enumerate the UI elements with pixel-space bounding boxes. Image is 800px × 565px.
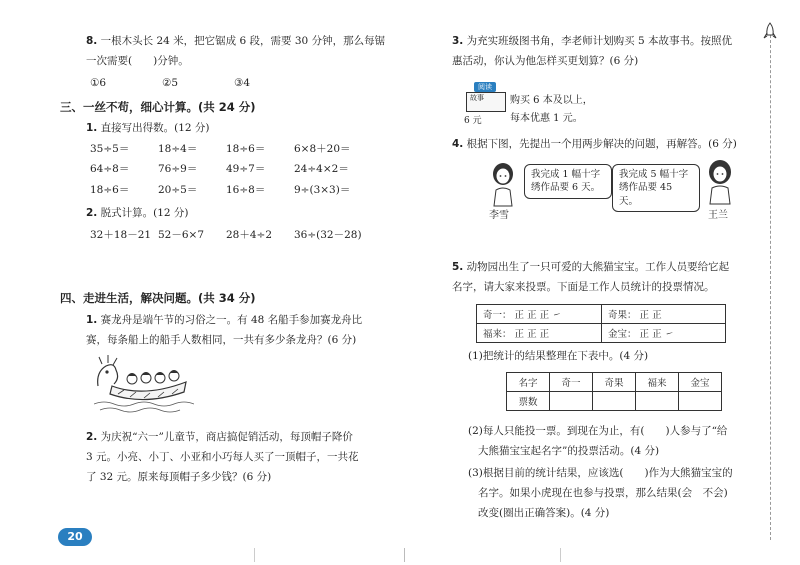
book-stack-illustration (464, 82, 512, 126)
calc-item: 76÷9＝ (158, 163, 198, 176)
section-3-title: 三、一丝不苟，细心计算。(共 24 分) (60, 100, 256, 114)
table-header: 名字 (507, 373, 550, 392)
tally-cell (477, 324, 602, 343)
option-1: ①6 (90, 77, 107, 90)
candidate-name: 奇一： (483, 310, 512, 321)
answer-cell[interactable] (550, 392, 593, 411)
tally-cell (602, 324, 726, 343)
fold-mark (254, 548, 255, 562)
tally-marks: 正 正 正 ㇀ (514, 310, 562, 321)
bubble-text: 我完成 5 幅十字 (619, 169, 689, 180)
question-3-books (452, 34, 757, 69)
question-number: 8. (86, 35, 98, 47)
question-text: 赛龙舟是端午节的习俗之一。有 48 名船手参加赛龙舟比 (100, 314, 363, 326)
option-3: ③4 (234, 77, 251, 90)
question-text: 一次需要( )分钟。 (86, 55, 189, 68)
reading-tag: 阅读 (474, 82, 496, 92)
calc-item: 36÷(32－28) (294, 229, 362, 242)
sub-question-2 (468, 424, 768, 459)
center-fold-mark (404, 548, 405, 562)
speech-bubble-wang-lan (612, 164, 700, 212)
book-label: 故事 (470, 94, 484, 102)
sub-question-3 (468, 466, 768, 522)
answer-cell[interactable] (593, 392, 636, 411)
speech-bubble-li-xue (524, 164, 612, 199)
calc-item: 20÷5＝ (158, 183, 198, 196)
question-text: 改变(圈出正确答案)。(4 分) (478, 507, 610, 520)
table-header: 金宝 (679, 373, 722, 392)
question-text: (3)根据目前的统计结果，应该选( )作为大熊猫宝宝的 (468, 467, 733, 479)
answer-cell[interactable] (679, 392, 722, 411)
question-text: 根据下图，先提出一个用两步解决的问题，再解答。(6 分) (466, 138, 737, 150)
question-4-2 (86, 430, 406, 486)
question-text: 了 32 元。原来每顶帽子多少钱？(6 分) (86, 471, 272, 484)
table-header: 奇一 (550, 373, 593, 392)
name-li-xue: 李雪 (489, 210, 509, 221)
question-number: 1. (86, 122, 98, 134)
option-2: ②5 (162, 77, 179, 90)
question-text: 惠活动，你认为他怎样买更划算？(6 分) (452, 55, 639, 68)
fold-mark (560, 548, 561, 562)
question-text: 3 元。小亮、小丁、小亚和小巧每人买了一顶帽子，一共花 (86, 451, 359, 464)
calc-item: 32＋18－21 (90, 229, 152, 242)
table-header: 奇果 (593, 373, 636, 392)
tally-marks: 正 正 (639, 310, 662, 321)
table-header: 福来 (636, 373, 679, 392)
vote-tally-table (476, 304, 726, 343)
question-4-cross-stitch (452, 137, 757, 152)
calc-item: 64÷8＝ (90, 163, 130, 176)
question-text: (2)每人只能投一票。到现在为止，有( )人参与了“给 (468, 425, 728, 437)
calc-item: 49÷7＝ (226, 163, 266, 176)
calc-item: 18÷6＝ (226, 143, 266, 156)
candidate-name: 福来： (483, 329, 512, 340)
calc-item: 18÷6＝ (90, 183, 130, 196)
calc-item: 9÷(3×3)＝ (294, 183, 351, 196)
sub-question-1: (1)把统计的结果整理在下表中。(4 分) (468, 350, 649, 362)
book-cover (466, 92, 506, 112)
tally-cell (477, 305, 602, 324)
bubble-text: 我完成 1 幅十字 (531, 169, 601, 180)
calc-item: 18÷4＝ (158, 143, 198, 156)
question-text: 为庆祝“六一”儿童节，商店搞促销活动，每顶帽子降价 (100, 431, 353, 443)
question-text: 赛，每条船上的船手人数相同，一共有多少条龙舟？(6 分) (86, 334, 357, 347)
question-number: 5. (452, 261, 464, 273)
price-label: 6 元 (464, 116, 482, 126)
tally-marks: 正 正 正 (514, 329, 550, 340)
tally-cell (602, 305, 726, 324)
question-number: 1. (86, 314, 98, 326)
question-5-panda-vote (452, 260, 757, 295)
section-4-title: 四、走进生活，解决问题。(共 34 分) (60, 291, 256, 305)
question-4-1 (86, 313, 406, 348)
promo-line-2: 每本优惠 1 元。 (510, 113, 583, 124)
question-8 (86, 34, 406, 92)
calc-item: 52－6×7 (158, 229, 205, 242)
girl-li-xue-figure (486, 160, 520, 210)
binding-line (770, 30, 771, 540)
answer-cell[interactable] (636, 392, 679, 411)
girl-wang-lan-figure (703, 158, 737, 208)
question-number: 3. (452, 35, 464, 47)
question-text: 名字。如果小虎现在也参与投票，那么结果(会 不会) (478, 487, 728, 500)
calc-item: 6×8＋20＝ (294, 143, 351, 156)
name-wang-lan: 王兰 (708, 210, 728, 221)
question-1-direct-calc (86, 121, 406, 198)
question-text: 为充实班级图书角，李老师计划购买 5 本故事书。按照优 (466, 35, 732, 47)
candidate-name: 奇果： (608, 310, 637, 321)
calc-item: 35÷5＝ (90, 143, 130, 156)
candidate-name: 金宝： (608, 329, 637, 340)
tally-marks: 正 正 ㇀ (639, 329, 675, 340)
rocket-icon (763, 22, 777, 40)
bubble-text: 绣作品要 45 天。 (619, 182, 673, 207)
question-number: 2. (86, 431, 98, 443)
question-text: 脱式计算。(12 分) (100, 207, 189, 219)
page-number: 20 (58, 528, 92, 546)
question-2-step-calc (86, 206, 406, 243)
calc-item: 28＋4÷2 (226, 229, 273, 242)
question-number: 2. (86, 207, 98, 219)
question-text: 一根木头长 24 米，把它锯成 6 段，需要 30 分钟，那么每锯 (100, 35, 386, 47)
question-text: 大熊猫宝宝起名字”的投票活动。(4 分) (478, 445, 660, 458)
calc-item: 16÷8＝ (226, 183, 266, 196)
bubble-text: 绣作品要 6 天。 (531, 182, 601, 194)
calc-item: 24÷4×2＝ (294, 163, 349, 176)
dragon-boat-illustration (94, 352, 194, 414)
question-text: 动物园出生了一只可爱的大熊猫宝宝。工作人员要给它起 (466, 261, 730, 273)
question-text: 名字，请大家来投票。下面是工作人员统计的投票情况。 (452, 281, 715, 294)
question-text: 直接写出得数。(12 分) (100, 122, 210, 134)
vote-statistics-table (506, 372, 722, 411)
question-number: 4. (452, 138, 464, 150)
table-row-label: 票数 (507, 392, 550, 411)
promo-line-1: 购买 6 本及以上， (510, 95, 593, 106)
